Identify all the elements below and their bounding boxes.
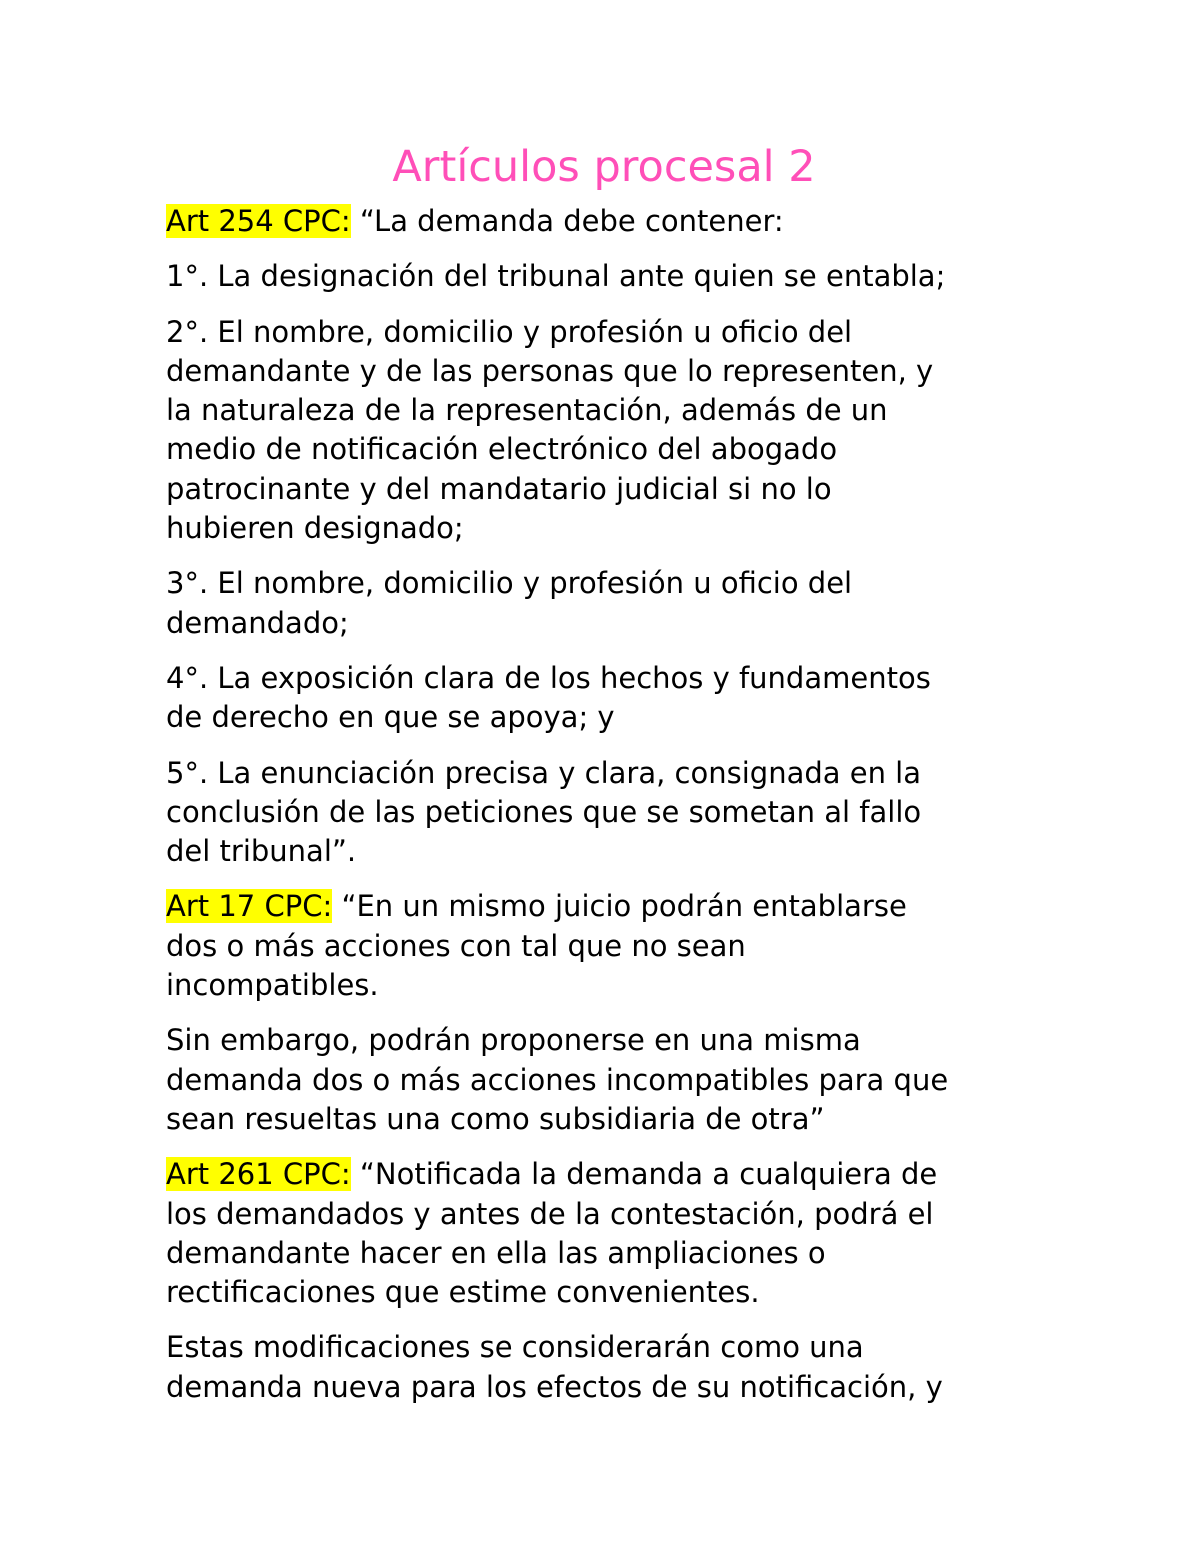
document-title: Artículos procesal 2	[392, 142, 816, 192]
text-line	[166, 887, 1046, 926]
text-line	[166, 659, 1046, 698]
line-text: “Notificada la demanda a cualquiera de	[350, 1157, 938, 1192]
line-text: “En un mismo juicio podrán entablarse	[332, 889, 907, 924]
text-line	[166, 202, 1046, 241]
text-line	[166, 1368, 1046, 1407]
text-line	[166, 1155, 1046, 1194]
line-text: rectificaciones que estime convenientes.	[166, 1275, 760, 1310]
line-text: demandante hacer en ella las ampliaciones o	[166, 1235, 826, 1270]
paragraph	[166, 754, 1046, 872]
line-text: 3°. El nombre, domicilio y profesión u oficio del	[166, 566, 853, 601]
text-line	[166, 698, 1046, 737]
article-label-highlight: Art 261 CPC:	[166, 1157, 351, 1192]
text-line	[166, 793, 1046, 832]
line-text: patrocinante y del mandatario judicial si no lo	[166, 471, 832, 506]
text-line	[166, 1021, 1046, 1060]
text-line	[166, 832, 1046, 871]
paragraph-list	[166, 202, 1046, 1407]
line-text: los demandados y antes de la contestación, podrá el	[166, 1196, 934, 1231]
line-text: demandado;	[166, 605, 349, 640]
paragraph	[166, 257, 1046, 296]
text-line	[166, 509, 1046, 548]
text-line	[166, 352, 1046, 391]
line-text: “La demanda debe contener:	[350, 204, 784, 238]
line-text: incompatibles.	[166, 968, 379, 1003]
paragraph	[166, 313, 1046, 549]
line-text: 4°. La exposición clara de los hechos y fundamentos	[166, 660, 931, 695]
paragraph	[166, 1328, 1046, 1407]
text-line	[166, 564, 1046, 603]
text-line	[166, 470, 1046, 509]
article-paragraph	[166, 202, 1046, 241]
line-text: hubieren designado;	[166, 511, 464, 546]
line-text: demanda dos o más acciones incompatibles para que	[166, 1062, 949, 1097]
text-line	[166, 313, 1046, 352]
text-line	[166, 391, 1046, 430]
text-line	[166, 257, 1046, 296]
text-line	[166, 1195, 1046, 1234]
line-text: dos o más acciones con tal que no sean	[166, 928, 746, 963]
article-label-highlight: Art 17 CPC:	[166, 889, 333, 924]
article-paragraph	[166, 1155, 1046, 1312]
text-line	[166, 1061, 1046, 1100]
line-text: medio de notificación electrónico del abogado	[166, 432, 838, 467]
text-line	[166, 1234, 1046, 1273]
text-line	[166, 1328, 1046, 1367]
line-text: la naturaleza de la representación, además de un	[166, 393, 888, 428]
document-body	[166, 138, 1046, 1423]
line-text: del tribunal”.	[166, 834, 357, 869]
text-line	[166, 430, 1046, 469]
paragraph	[166, 659, 1046, 738]
text-line	[166, 927, 1046, 966]
line-text: demandante y de las personas que lo representen, y	[166, 353, 934, 388]
line-text: 5°. La enunciación precisa y clara, consignada en la	[166, 755, 922, 790]
text-line	[166, 754, 1046, 793]
text-line	[166, 1100, 1046, 1139]
line-text: Sin embargo, podrán proponerse en una misma	[166, 1023, 861, 1058]
line-text: de derecho en que se apoya; y	[166, 700, 615, 735]
line-text: 1°. La designación del tribunal ante quien se entabla;	[166, 259, 946, 294]
line-text: conclusión de las peticiones que se sometan al fallo	[166, 794, 922, 829]
text-line	[166, 604, 1046, 643]
line-text: demanda nueva para los efectos de su notificación, y	[166, 1369, 943, 1404]
line-text: 2°. El nombre, domicilio y profesión u oficio del	[166, 314, 853, 349]
article-label-highlight: Art 254 CPC:	[166, 204, 351, 238]
line-text: sean resueltas una como subsidiaria de otra”	[166, 1101, 825, 1136]
paragraph	[166, 1021, 1046, 1139]
line-text: Estas modificaciones se considerarán como una	[166, 1330, 864, 1365]
article-paragraph	[166, 887, 1046, 1005]
text-line	[166, 966, 1046, 1005]
text-line	[166, 1273, 1046, 1312]
paragraph	[166, 564, 1046, 643]
